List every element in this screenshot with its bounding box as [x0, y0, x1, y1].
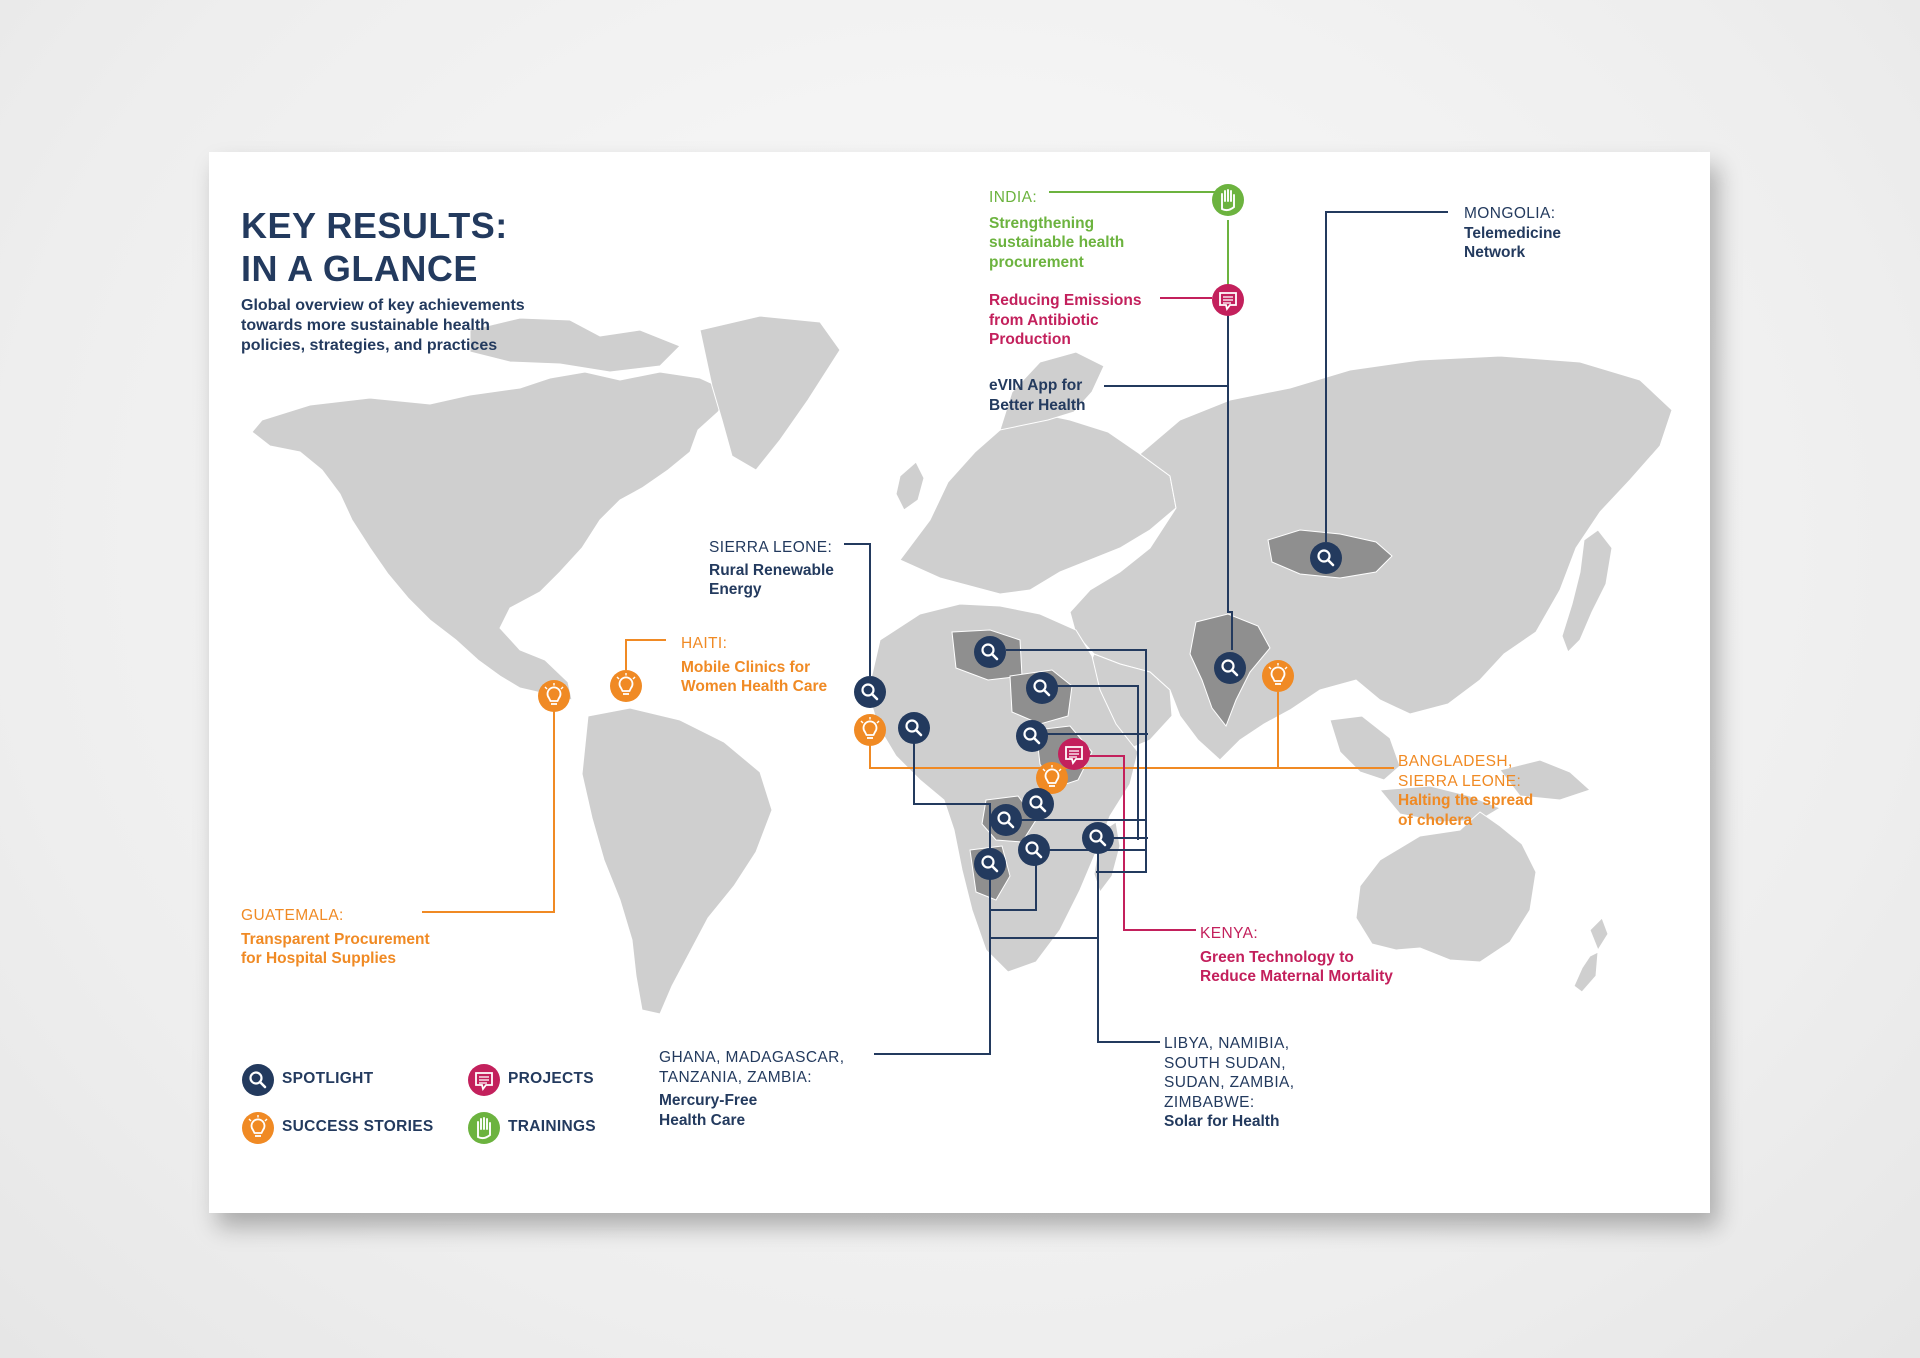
libya-heading-1: LIBYA, NAMIBIA, — [1164, 1035, 1290, 1052]
new-zealand-shape — [1574, 918, 1608, 992]
sierra-line-2: Energy — [709, 581, 762, 598]
legend-spotlight — [282, 1070, 373, 1088]
libya-annotation — [1164, 1034, 1294, 1132]
india-line-3: procurement — [989, 253, 1084, 271]
emissions-line-3: Production — [989, 331, 1071, 348]
haiti-connector — [626, 640, 666, 670]
bangladesh-heading-2: SIERRA LEONE: — [1398, 772, 1522, 790]
libya-line-1: Solar for Health — [1164, 1113, 1280, 1130]
legend-projects-icon — [468, 1064, 500, 1096]
guatemala-line-2: for Hospital Supplies — [241, 950, 397, 967]
subtitle-line-2: towards more sustainable health — [241, 317, 490, 334]
mongolia-annotation — [1464, 204, 1561, 263]
bangladesh-success-marker — [1262, 660, 1294, 692]
evin-line-1: eVIN App for — [989, 377, 1083, 394]
emissions-project-marker — [1212, 284, 1244, 316]
ghana-heading-1: GHANA, MADAGASCAR, — [659, 1049, 845, 1066]
ghana-line-1: Mercury-Free — [659, 1092, 758, 1109]
zimbabwe-spotlight-marker — [1018, 834, 1050, 866]
subtitle-line-1: Global overview of key achievements — [241, 297, 525, 314]
title-line-2: IN A GLANCE — [241, 248, 478, 289]
sudan-spotlight-marker — [1026, 672, 1058, 704]
south-sudan-spotlight-marker — [1016, 720, 1048, 752]
mongolia-heading: MONGOLIA: — [1464, 205, 1556, 222]
legend-success-stories — [282, 1118, 434, 1136]
haiti-line-1: Mobile Clinics for — [681, 658, 811, 676]
legend-projects — [508, 1070, 594, 1088]
kenya-annotation — [1200, 924, 1393, 987]
page-subtitle — [241, 296, 525, 356]
guatemala-heading: GUATEMALA: — [241, 907, 344, 924]
haiti-line-2: Women Health Care — [681, 678, 828, 695]
bangladesh-heading-1: BANGLADESH, — [1398, 753, 1513, 770]
zambia-spotlight-marker — [990, 804, 1022, 836]
legend-trainings — [508, 1118, 596, 1136]
india-heading: INDIA: — [989, 189, 1038, 206]
legend-trainings-label: TRAININGS — [508, 1118, 596, 1135]
ghana-line-2: Health Care — [659, 1111, 746, 1129]
mongolia-spotlight-marker — [1310, 542, 1342, 574]
south-america-shape — [582, 708, 772, 1014]
india-line-1: Strengthening — [989, 214, 1095, 232]
kenya-line-2: Reduce Maternal Mortality — [1200, 968, 1393, 985]
title-line-1: KEY RESULTS: — [241, 205, 508, 246]
page-title — [241, 204, 508, 290]
india-line-2: sustainable health — [989, 234, 1125, 251]
legend-spotlight-label: SPOTLIGHT — [282, 1070, 374, 1087]
legend-success-label: SUCCESS STORIES — [282, 1118, 434, 1135]
india-annotation — [989, 188, 1124, 272]
ghana-annotation — [659, 1048, 844, 1130]
bangladesh-annotation — [1398, 752, 1533, 830]
legend-trainings-icon — [468, 1112, 500, 1144]
libya-spotlight-marker — [974, 636, 1006, 668]
india-training-marker — [1212, 184, 1244, 216]
india-spotlight-marker — [1214, 652, 1246, 684]
guatemala-connector — [422, 710, 554, 912]
emissions-line-2: from Antibiotic — [989, 311, 1099, 329]
mongolia-line-1: Telemedicine — [1464, 224, 1562, 242]
kenya-project-marker — [1058, 738, 1090, 770]
haiti-heading: HAITI: — [681, 635, 728, 652]
sierra-line-1: Rural Renewable — [709, 561, 834, 579]
bangladesh-line-1: Halting the spread — [1398, 792, 1534, 809]
libya-heading-2: SOUTH SUDAN, — [1164, 1054, 1286, 1072]
sierra-connector — [844, 544, 870, 676]
sierra-heading: SIERRA LEONE: — [709, 539, 833, 556]
emissions-line-1: Reducing Emissions — [989, 292, 1142, 309]
guatemala-line-1: Transparent Procurement — [241, 930, 430, 948]
north-america-shape — [252, 372, 730, 700]
legend-success-icon — [242, 1112, 274, 1144]
emissions-annotation — [989, 291, 1141, 350]
sierra-annotation — [709, 538, 834, 600]
uk-shape — [896, 462, 924, 510]
namibia-spotlight-marker — [974, 848, 1006, 880]
sierra-spotlight-marker — [854, 676, 886, 708]
ghana-spotlight-marker — [898, 712, 930, 744]
evin-annotation — [989, 376, 1085, 415]
legend-spotlight-icon — [242, 1064, 274, 1096]
madagascar-spotlight-marker — [1082, 822, 1114, 854]
ghana-heading-2: TANZANIA, ZAMBIA: — [659, 1068, 812, 1086]
subtitle-line-3: policies, strategies, and practices — [241, 337, 498, 354]
haiti-annotation — [681, 634, 827, 697]
bangladesh-line-2: of cholera — [1398, 811, 1473, 829]
kenya-heading: KENYA: — [1200, 925, 1259, 942]
greenland-shape — [700, 316, 840, 470]
haiti-success-marker — [610, 670, 642, 702]
kenya-line-1: Green Technology to — [1200, 948, 1354, 966]
libya-heading-3: SUDAN, ZAMBIA, — [1164, 1074, 1295, 1091]
tanzania-spotlight-marker — [1022, 788, 1054, 820]
guatemala-success-marker — [538, 680, 570, 712]
sierra-success-marker — [854, 714, 886, 746]
evin-line-2: Better Health — [989, 396, 1086, 414]
guatemala-annotation — [241, 906, 430, 969]
libya-heading-4: ZIMBABWE: — [1164, 1093, 1255, 1111]
mongolia-line-2: Network — [1464, 244, 1526, 261]
legend-projects-label: PROJECTS — [508, 1070, 594, 1087]
